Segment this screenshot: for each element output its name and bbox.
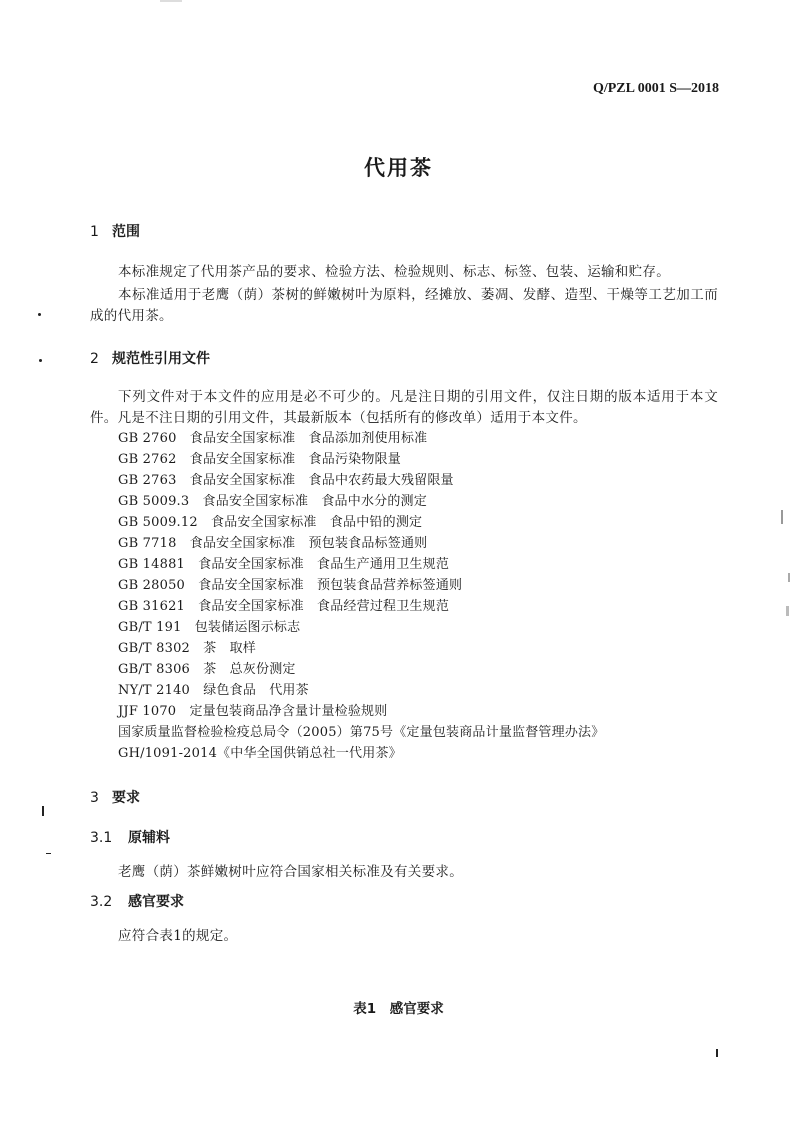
section-title: 要求 — [112, 790, 140, 806]
reference-list — [118, 428, 604, 764]
reference-item: GB/T 191 包装储运图示标志 — [118, 620, 301, 635]
reference-item: GB 5009.12 食品安全国家标准 食品中铅的测定 — [118, 515, 423, 530]
reference-item: GB/T 8306 茶 总灰份测定 — [118, 662, 296, 677]
scan-speck — [42, 806, 44, 816]
reference-item: GB 5009.3 食品安全国家标准 食品中水分的测定 — [118, 494, 427, 509]
reference-item: GB 14881 食品安全国家标准 食品生产通用卫生规范 — [118, 557, 450, 572]
section-1-paragraph-2: 本标准适用于老鹰（荫）茶树的鲜嫩树叶为原料，经摊放、萎凋、发酵、造型、干燥等工艺加工而成的代用茶。 — [90, 287, 718, 324]
section-number: 1 — [90, 224, 99, 240]
section-number: 3.2 — [90, 894, 113, 910]
section-1-paragraph-1: 本标准规定了代用茶产品的要求、检验方法、检验规则、标志、标签、包装、运输和贮存。 — [118, 264, 670, 280]
table-1-caption: 表1 感官要求 — [353, 1001, 444, 1017]
section-title: 感官要求 — [128, 894, 184, 910]
section-number: 2 — [90, 351, 99, 367]
scan-speck — [788, 573, 790, 582]
document-title: 代用茶 — [364, 156, 433, 180]
section-title: 规范性引用文件 — [112, 351, 210, 367]
section-number: 3.1 — [90, 830, 113, 846]
reference-item: GB 2760 食品安全国家标准 食品添加剂使用标准 — [118, 431, 428, 446]
reference-item: GB 2763 食品安全国家标准 食品中农药最大残留限量 — [118, 473, 454, 488]
section-2-heading — [90, 348, 210, 368]
reference-item: GB 31621 食品安全国家标准 食品经营过程卫生规范 — [118, 599, 450, 614]
reference-item: GH/1091-2014《中华全国供销总社一代用茶》 — [118, 746, 402, 761]
section-3-2-heading — [90, 891, 184, 911]
reference-item: GB 7718 食品安全国家标准 预包装食品标签通则 — [118, 536, 428, 551]
scan-speck — [786, 606, 789, 616]
section-3-1-heading — [90, 827, 170, 847]
section-3-1-text: 老鹰（荫）茶鲜嫩树叶应符合国家相关标准及有关要求。 — [118, 864, 463, 880]
document-code: Q/PZL 0001 S—2018 — [592, 81, 719, 96]
scan-speck — [38, 313, 41, 316]
scan-speck — [716, 1049, 718, 1057]
scan-speck — [160, 0, 182, 2]
reference-item: 国家质量监督检验检疫总局令（2005）第75号《定量包装商品计量监督管理办法》 — [118, 725, 605, 740]
section-1-heading — [90, 221, 140, 241]
reference-item: GB 28050 食品安全国家标准 预包装食品营养标签通则 — [118, 578, 463, 593]
scan-speck — [39, 359, 42, 362]
section-title: 范围 — [112, 224, 140, 240]
reference-item: GB 2762 食品安全国家标准 食品污染物限量 — [118, 452, 401, 467]
section-3-2-text: 应符合表1的规定。 — [118, 928, 238, 944]
scan-speck — [781, 510, 783, 524]
section-number: 3 — [90, 790, 99, 806]
section-3-heading — [90, 787, 140, 807]
reference-item: GB/T 8302 茶 取样 — [118, 641, 257, 656]
scan-speck — [46, 853, 51, 854]
reference-item: NY/T 2140 绿色食品 代用茶 — [118, 683, 309, 698]
section-title: 原辅料 — [128, 830, 170, 846]
section-2-paragraph-1: 下列文件对于本文件的应用是必不可少的。凡是注日期的引用文件，仅注日期的版本适用于本文件。凡是不注日期的引用文件，其最新版本（包括所有的修改单）适用于本文件。 — [90, 389, 718, 426]
reference-item: JJF 1070 定量包装商品净含量计量检验规则 — [118, 704, 388, 719]
